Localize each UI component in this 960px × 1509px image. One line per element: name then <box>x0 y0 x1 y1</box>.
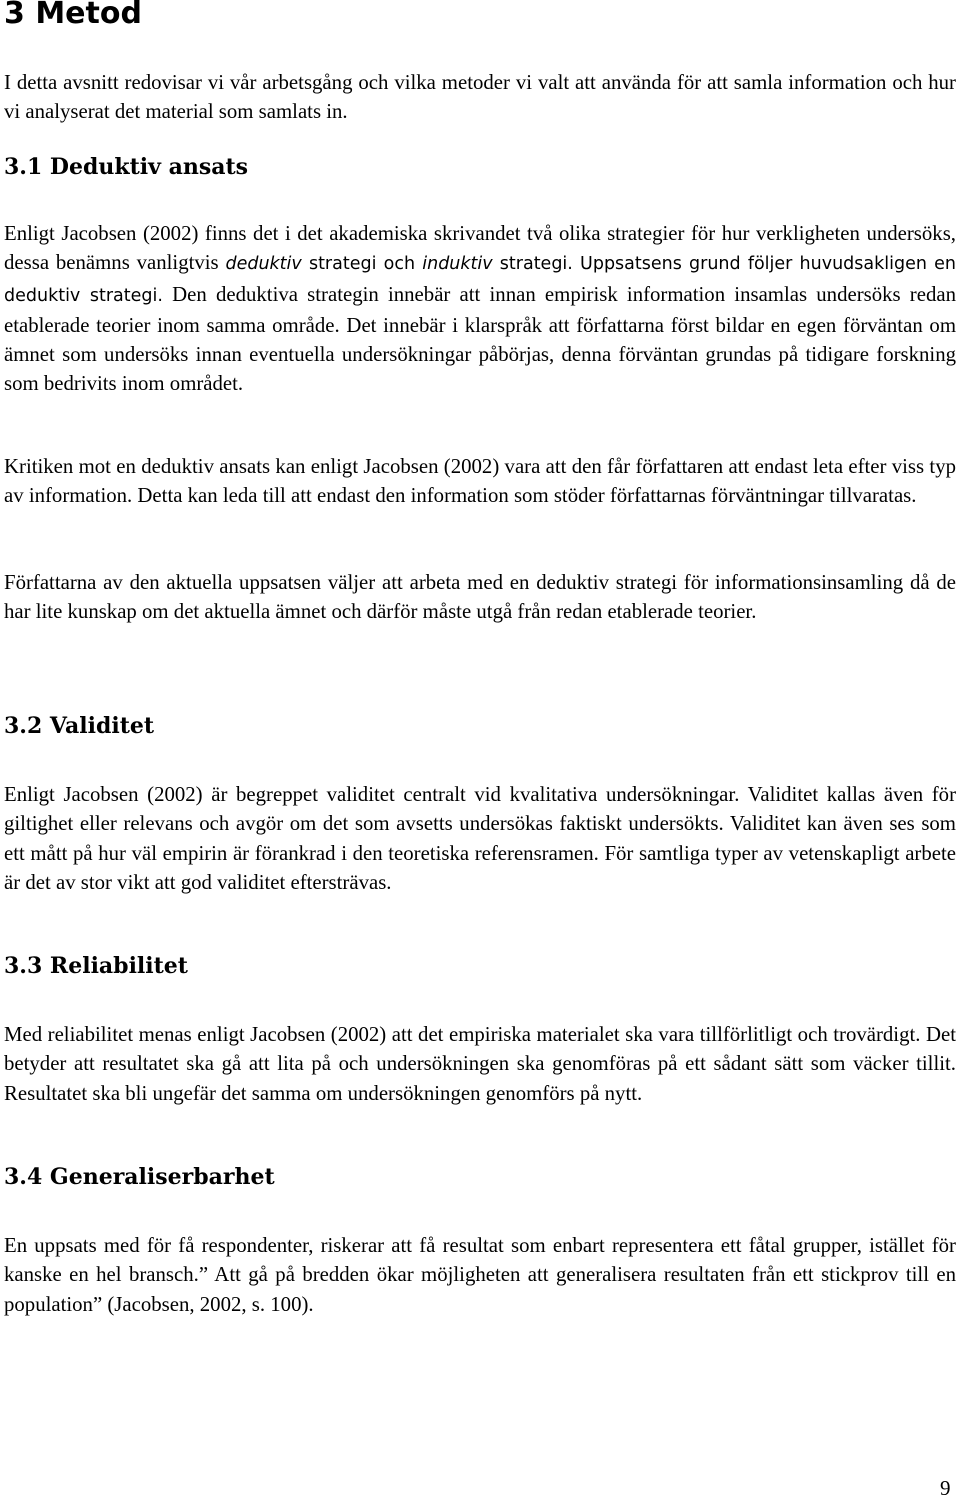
section-3-1-paragraph-1 <box>4 219 956 399</box>
section-3-3-paragraph: Med reliabilitet menas enligt Jacobsen (2002) att det empiriska materialet ska vara tillförlitligt och trovärdigt. Det betyder att resultatet ska gå att lita på och undersökningen ska genomföras på ett sådant sätt som väcker tillit. Resultatet ska bli ungefär det samma om undersökningen genomförs på nytt. <box>4 1023 956 1105</box>
chapter-heading: 3 Metod <box>4 0 142 31</box>
section-3-4-paragraph: En uppsats med för få respondenter, riskerar att få resultat som enbart representera ett fåtal grupper, istället för kanske en hel bransch.” Att gå på bredden ökar möjligheten att generalisera resultaten från ett stickprov till en population” (Jacobsen, 2002, s. 100). <box>4 1234 956 1316</box>
term-deduktiv: deduktiv <box>225 254 302 275</box>
section-heading-3-1: 3.1 Deduktiv ansats <box>4 154 249 180</box>
text-run: Enligt Jacobsen (2002) finns det i det akademiska skrivandet två olika strategier för hur verkligheten undersöks, dessa benämns vanligtvis <box>4 222 956 275</box>
section-heading-3-2: 3.2 Validitet <box>4 713 155 739</box>
section-3-2-paragraph: Enligt Jacobsen (2002) är begreppet validitet centralt vid kvalitativa undersökningar. Validitet kallas även för giltighet eller relevans och avgör om det som avsetts undersökas faktiskt undersökts. Validitet kan även ses som ett mått på hur väl empirin är förankrad i den teoretiska referensramen. För samtliga typer av vetenskapligt arbete är det av stor vikt att god validitet eftersträvas. <box>4 783 956 894</box>
page-number: 9 <box>940 1476 951 1500</box>
section-heading-3-3: 3.3 Reliabilitet <box>4 953 188 979</box>
term-induktiv: induktiv <box>422 254 493 275</box>
section-heading-3-4: 3.4 Generaliserbarhet <box>4 1164 275 1190</box>
section-3-1-paragraph-3: Författarna av den aktuella uppsatsen väljer att arbeta med en deduktiv strategi för informationsinsamling då de har lite kunskap om det aktuella ämnet och därför måste utgå från redan etablerade teorier. <box>4 571 956 624</box>
intro-paragraph: I detta avsnitt redovisar vi vår arbetsgång och vilka metoder vi valt att använda för att samla information och hur vi analyserat det material som samlats in. <box>4 71 956 124</box>
section-3-1-paragraph-2: Kritiken mot en deduktiv ansats kan enligt Jacobsen (2002) vara att den får författaren att endast leta efter viss typ av information. Detta kan leda till att endast den information som stöder författarnas förväntningar tillvaratas. <box>4 455 956 508</box>
text-run: strategi. Uppsatsens grund följer huvudsakligen en deduktiv strategi. <box>4 254 956 306</box>
text-run: strategi och <box>301 254 423 275</box>
text-run: Den deduktiva strategin innebär att innan empirisk information insamlas undersöks redan etablerade teorier inom samma område. Det innebär i klarspråk att författarna först bildar en egen förväntan om ämnet som undersöks innan eventuella undersökningar påbörjas, denna förväntan grundas på tidigare forskning som bedrivits inom området. <box>4 282 956 396</box>
